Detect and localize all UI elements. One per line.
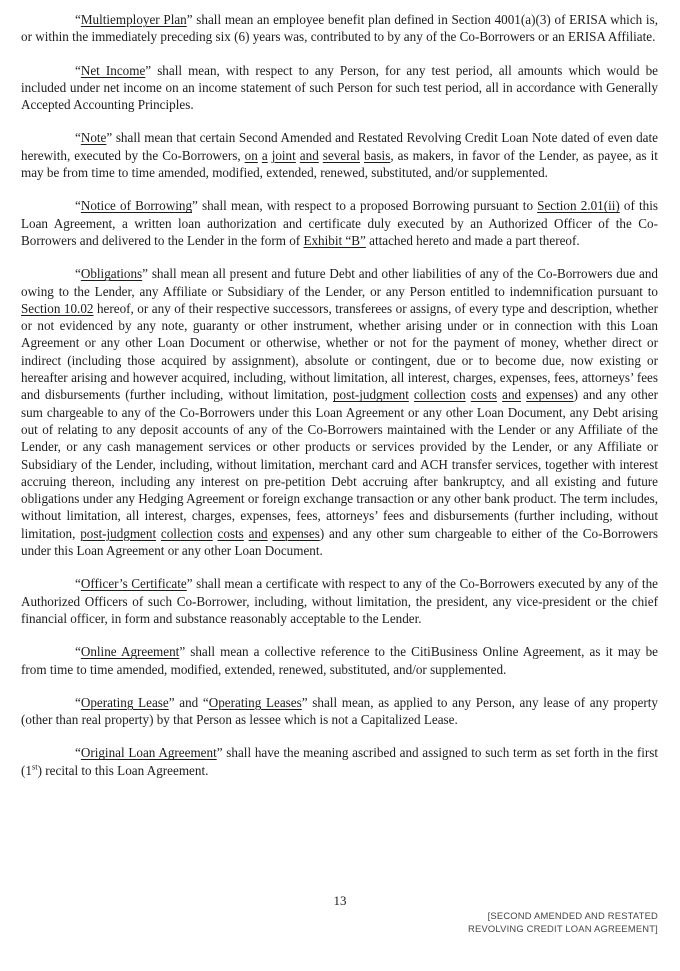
defined-term: Obligations: [80, 266, 143, 282]
defined-term: Notice of Borrowing: [80, 198, 193, 214]
definition-paragraph: [21, 265, 658, 559]
definition-text: ” shall have the meaning ascribed and assigned to such term as set forth in the first (1: [21, 745, 658, 778]
page-number: 13: [333, 893, 347, 908]
defined-term: post-judgment: [332, 387, 409, 403]
footer-line-2: REVOLVING CREDIT LOAN AGREEMENT]: [468, 922, 658, 934]
defined-term: costs: [470, 387, 498, 403]
definition-text: “: [75, 644, 81, 660]
defined-term: collection: [160, 525, 213, 541]
definition-text: “: [75, 198, 81, 214]
defined-term: Multiemployer Plan: [80, 12, 187, 27]
defined-term: basis: [364, 147, 391, 163]
definition-text: ” shall mean an employee benefit plan defined in Section 4001(a)(3) of ERISA which is, or within the immediately preceding six (6) years was, contributed to by any of the Co-Borrowers or an ERISA Affiliate.: [21, 12, 658, 45]
defined-term: several: [322, 147, 361, 163]
definition-text: ” shall mean a certificate with respect to any of the Co-Borrowers executed by any of the Authorized Officers of such Co-Borrower, including, without limitation, the president, any vice-president or the chief financial officer, in form and substance reasonably acceptable to the Lender.: [21, 576, 658, 626]
definition-text: ) recital to this Loan Agreement.: [37, 762, 209, 778]
definition-text: “: [75, 62, 81, 78]
defined-term: Online Agreement: [80, 644, 180, 660]
defined-term: Net Income: [80, 62, 146, 78]
definition-text: attached hereto and made a part thereof.: [365, 232, 580, 248]
ordinal-suffix: st: [31, 761, 38, 772]
defined-term: Original Loan Agreement: [80, 745, 217, 761]
defined-term: costs: [217, 525, 244, 541]
definition-paragraph: [21, 62, 658, 114]
definitions-section: [21, 11, 658, 779]
definition-text: ” and “: [168, 694, 209, 710]
defined-term: Officer’s Certificate: [80, 576, 187, 592]
definition-text: “: [75, 745, 81, 761]
definition-text: ” shall mean all present and future Debt and other liabilities of any of the Co-Borrowers due and owing to the Lender, any Affiliate or Subsidiary of the Lender, or any Person entitled to indemnification pursuant to: [21, 266, 658, 299]
defined-term: and: [248, 525, 268, 541]
definition-text: ” shall mean, with respect to any Person, for any test period, all amounts which would be included under net income on an income statement of such Person for such test period, all in accordance with Generally Accepted Accounting Principles.: [21, 62, 658, 113]
defined-term: Operating Leases: [208, 694, 302, 710]
defined-term: Operating Lease: [80, 694, 169, 710]
definition-text: ) and any other sum chargeable to any of the Co-Borrowers under this Loan Agreement or any other Loan Document, any Debt arising out of relating to any deposit accounts of any of the Co-Borrowers maintained with the Lender or any Affiliate of the Lender, or any cash management services or other products or services provided by the Lender, or any Affiliate or Subsidiary of the Lender, including, without limitation, merchant card and ACH transfer services, together with interest accruing thereon, including any interest on pre-petition Debt accruing after bankruptcy, and all existing and future obligations under any Hedging Agreement or foreign exchange transaction or any other bank product. The term includes, without limitation, all interest, charges, expenses, fees, attorneys’ fees and disbursements (further including, without limitation,: [21, 387, 658, 541]
defined-term: and: [299, 147, 319, 163]
defined-term: Exhibit “B”: [303, 232, 366, 248]
definition-paragraph: [21, 694, 658, 729]
definition-text: ” shall mean, as applied to any Person, any lease of any property (other than real property) by that Person as lessee which is not a Capitalized Lease.: [21, 694, 658, 728]
definition-paragraph: [21, 744, 658, 779]
definition-paragraph: [21, 643, 658, 678]
defined-term: on: [244, 147, 258, 163]
definition-paragraph: [21, 11, 658, 46]
defined-term: Section 2.01(ii): [537, 198, 620, 214]
definition-text: hereof, or any of their respective successors, transferees or assigns, of every type and description, whether or not evidenced by any note, guaranty or other instrument, whether arising under or in connection with this Loan Agreement or any other Loan Document or otherwise, whether or not for the payment of money, whether direct or indirect (including those acquired by assignment), absolute or contingent, due or to become due, now existing or hereafter arising and however acquired, including, without limitation, all interest, charges, expenses, fees, attorneys’ fees and disbursements (further including, without limitation,: [21, 300, 658, 403]
definition-text: of this Loan Agreement, a written loan authorization and certificate duly executed by an Authorized Officer of the Co-Borrowers and delivered to the Lender in the form of: [21, 198, 658, 248]
defined-term: collection: [413, 387, 466, 403]
definition-text: ” shall mean that certain Second Amended and Restated Revolving Credit Loan Note dated of even date herewith, executed by the Co-Borrowers,: [21, 130, 658, 163]
defined-term: post-judgment: [80, 525, 157, 541]
definition-paragraph: [21, 129, 658, 181]
defined-term: Note: [80, 130, 107, 146]
defined-term: Section 10.02: [21, 300, 94, 316]
defined-term: expenses: [272, 525, 320, 541]
definition-paragraph: [21, 197, 658, 249]
definition-text: ” shall mean a collective reference to the CitiBusiness Online Agreement, as it may be from time to time amended, modified, extended, renewed, substituted, and/or supplemented.: [21, 644, 658, 677]
defined-term: a: [261, 147, 268, 163]
footer-line-1: [SECOND AMENDED AND RESTATED: [487, 910, 658, 921]
document-footer: [468, 910, 658, 935]
definition-text: ” shall mean, with respect to a proposed Borrowing pursuant to: [192, 198, 538, 214]
defined-term: expenses: [526, 387, 574, 403]
definition-text: “: [75, 12, 81, 27]
defined-term: and: [502, 387, 522, 403]
definition-text: “: [75, 266, 81, 282]
definition-text: “: [75, 694, 81, 710]
definition-text: “: [75, 130, 81, 146]
defined-term: joint: [271, 147, 296, 163]
definition-text: ) and any other sum chargeable to either of the Co-Borrowers under this Loan Agreement or any other Loan Document.: [21, 525, 658, 559]
definition-text: “: [75, 576, 81, 592]
definition-paragraph: [21, 575, 658, 627]
definition-text: , as makers, in favor of the Lender, as payee, as it may be from time to time amended, modified, extended, renewed, substituted, and/or supplemented.: [21, 147, 658, 181]
